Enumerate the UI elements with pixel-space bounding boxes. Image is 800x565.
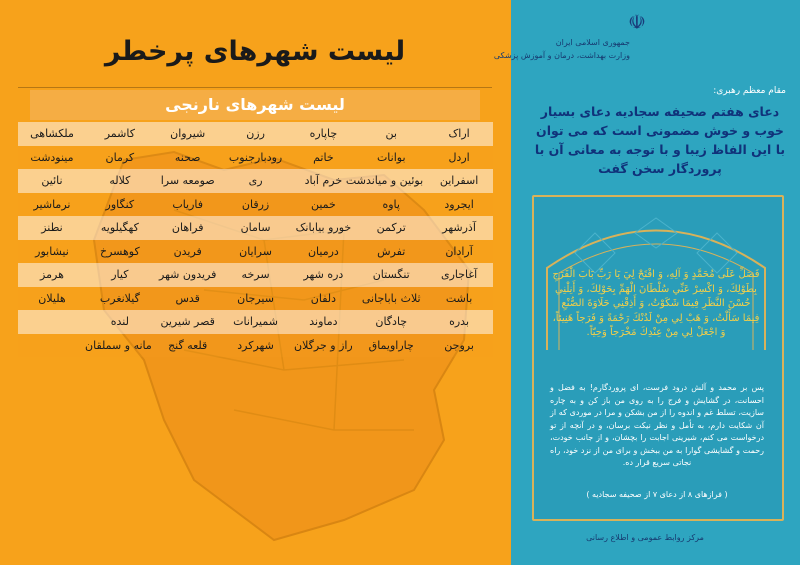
city-cell: ری [222,169,290,193]
city-cell: کلاله [86,169,154,193]
arabic-prayer-text: فَصَلِّ عَلَى مُحَمَّدٍ وَ آلِهِ، وَ افْتَحْ لِيَ يَا رَبِّ بَابَ الْفَرَجِ بِطَوْلِكَ، وَ اكْسِرْ عَنِّي سُلْطَانَ الْهَمِّ بِحَوْلِكَ، وَ أَنِلْنِي حُسْنَ النَّظَرِ فِيمَا شَكَوْتُ، وَ أَذِقْنِي حَلَاوَةَ الصُّنْعِ فِيمَا سَأَلْتُ، وَ هَبْ لِي مِنْ لَدُنْكَ رَحْمَةً وَ فَرَجاً هَنِيئاً، وَ اجْعَلْ لِي مِنْ عِنْدِكَ مَخْرَجاً وَحِيّاً. [552,269,760,338]
page-title: لیست شهرهای پرخطر [104,36,406,67]
city-cell: سامان [222,216,290,240]
city-cell: چاپاره [289,122,357,146]
city-cell: بن [357,122,425,146]
footer-org: مرکز روابط عمومی و اطلاع رسانی [586,533,704,542]
city-cell: نیشابور [18,240,86,264]
city-cell: باشت [425,287,493,311]
city-cell [18,334,86,358]
leader-quote: دعای هفتم صحیفه سجادیه دعای بسیار خوب و خوش مضمونی است که می توان با این الفاظ زیبا و با توجه به معانی آن با پروردگار سخن گفت [534,104,786,176]
city-cell: آذرشهر [425,216,493,240]
table-row [18,240,493,264]
city-cell: مانه و سملقان [86,334,154,358]
city-cell: صحنه [154,146,222,170]
city-cell: کهگیلویه [86,216,154,240]
city-cell: چاراویماق [357,334,425,358]
city-cell: خاتم [289,146,357,170]
city-cell: چادگان [357,310,425,334]
city-cell: هلیلان [18,287,86,311]
city-cell [18,310,86,334]
leader-label: مقام معظم رهبری: [713,86,786,96]
city-cell: قصر شیرین [154,310,222,334]
city-cell: دره شهر [289,263,357,287]
city-cell: فریدون شهر [154,263,222,287]
table-row [18,310,493,334]
city-cell: دلفان [289,287,357,311]
city-cell: نرماشیر [18,193,86,217]
table-row [18,216,493,240]
city-cell: فریدن [154,240,222,264]
city-cell: سیرجان [222,287,290,311]
city-cell: ملکشاهی [18,122,86,146]
city-cell: شمیرانات [222,310,290,334]
table-row [18,287,493,311]
city-cell: صومعه سرا [154,169,222,193]
city-cell: اسفراین [425,169,493,193]
city-cell: بروجن [425,334,493,358]
city-cell: رودبارجنوب [222,146,290,170]
city-cell: اردل [425,146,493,170]
city-cell: نائین [18,169,86,193]
city-cell: فاریاب [154,193,222,217]
city-cell: کوهسرخ [86,240,154,264]
city-cell: ترکمن [357,216,425,240]
table-row [18,263,493,287]
city-cell: کنگاور [86,193,154,217]
city-cell: خرم آباد [289,169,357,193]
gov-line: جمهوری اسلامی ایران [555,38,630,47]
city-cell: نطنز [18,216,86,240]
city-cell: بوانات [357,146,425,170]
city-cell: پاوه [357,193,425,217]
city-cell: ثلاث باباجانی [357,287,425,311]
city-cell: رزن [222,122,290,146]
city-cell: خورو بیابانک [289,216,357,240]
city-cell: راز و جرگلان [289,334,357,358]
table-row [18,334,493,358]
city-cell: لنده [86,310,154,334]
city-cell: قلعه گنج [154,334,222,358]
iran-emblem-icon: ☫ [628,10,646,34]
city-cell: کرمان [86,146,154,170]
source-citation: ( فرازهای ۸ از دعای ۷ از صحیفه سجادیه ) [586,490,728,499]
city-table-body [18,122,493,357]
city-cell: کاشمر [86,122,154,146]
city-cell: ایجرود [425,193,493,217]
city-cell: بوئین و میاندشت [357,169,425,193]
city-table [18,122,493,357]
city-cell: درمیان [289,240,357,264]
city-cell: تفرش [357,240,425,264]
city-cell: بدره [425,310,493,334]
city-cell: شهرکرد [222,334,290,358]
city-cell: سرخه [222,263,290,287]
persian-translation: پس بر محمد و آلش درود فرست، ای پروردگارم! به فضل و احسانت، در گشایش و فرج را به روی من باز کن و به چاره سازیت، تسلط غم و اندوه را از من بشکن و مرا در موردی که از آن شکایت دارم، به تأمل و نظر نیکت برسان، و در آنچه از تو درخواست می کنم، شیرینی اجابت را بچشان، و از جانب خودت، رحمت و گشایشی گوارا به من ببخش و برای من از نزد خود، راه نجاتی سریع قرار ده. [550,383,764,467]
city-cell: اراک [425,122,493,146]
city-cell: زرقان [222,193,290,217]
list-subtitle: لیست شهرهای نارنجی [30,90,480,120]
city-cell: کیار [86,263,154,287]
city-cell: گیلانغرب [86,287,154,311]
city-cell: دماوند [289,310,357,334]
city-cell: خمین [289,193,357,217]
table-row [18,146,493,170]
city-cell: شیروان [154,122,222,146]
city-cell: فراهان [154,216,222,240]
city-cell: آغاجاری [425,263,493,287]
table-row [18,122,493,146]
ministry-line: وزارت بهداشت، درمان و آموزش پزشکی [493,51,630,60]
city-cell: مینودشت [18,146,86,170]
city-cell: هرمز [18,263,86,287]
city-cell: تنگستان [357,263,425,287]
city-cell: قدس [154,287,222,311]
city-cell: سرایان [222,240,290,264]
table-row [18,169,493,193]
table-row [18,193,493,217]
city-cell: آرادان [425,240,493,264]
title-divider [18,87,492,88]
